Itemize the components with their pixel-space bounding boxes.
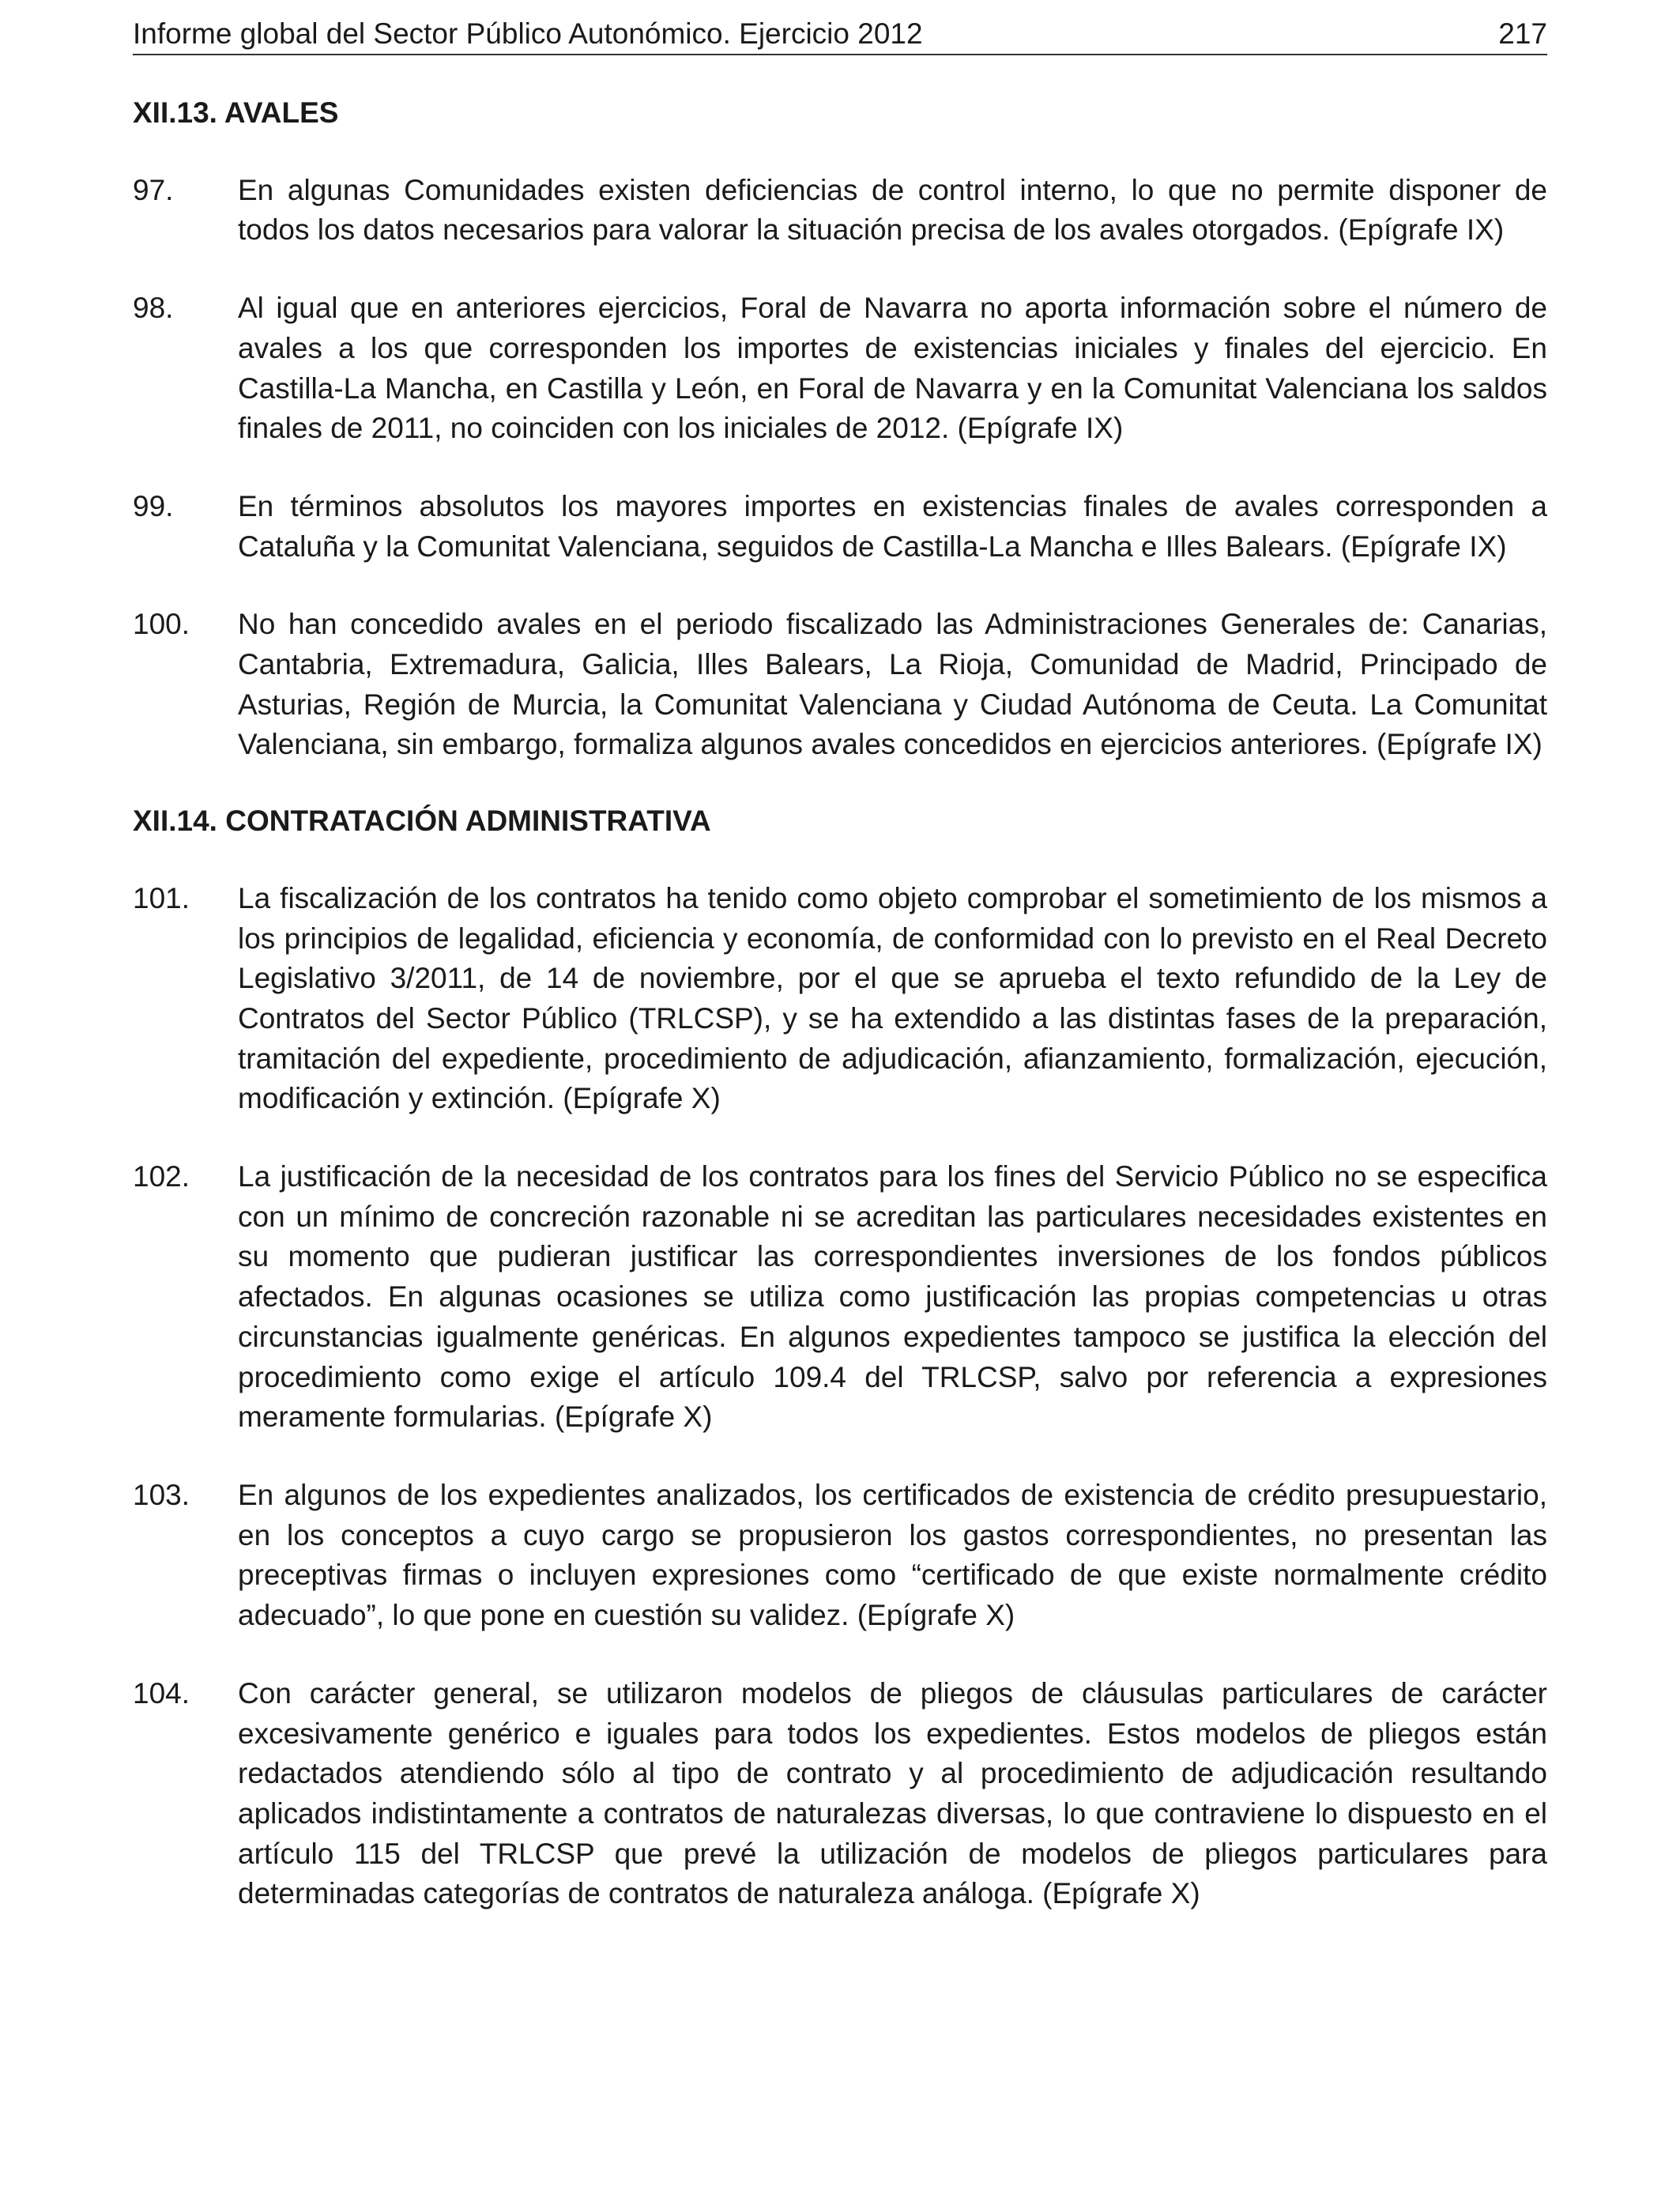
paragraph-number: 103. (133, 1478, 190, 1511)
paragraph-number: 100. (133, 608, 190, 641)
paragraph-number: 97. (133, 173, 174, 206)
paragraph-text: Al igual que en anteriores ejercicios, Foral de Navarra no aporta información sobre el número de avales a los que corresponden los importes de existencias iniciales y finales del ejercicio. En Castilla-La Mancha, en Castilla y León, en Foral de Navarra y en la Comunitat Valenciana los saldos finales de 2011, no coinciden con los iniciales de 2012. (Epígrafe IX) (238, 292, 1547, 445)
paragraph-104 (133, 1674, 1547, 1914)
paragraph-text: La fiscalización de los contratos ha tenido como objeto comprobar el sometimiento de los mismos a los principios de legalidad, eficiencia y economía, de conformidad con lo previsto en el Real Decreto Legislativo 3/2011, de 14 de noviembre, por el que se aprueba el texto refundido de la Ley de Contratos del Sector Público (TRLCSP), y se ha extendido a las distintas fases de la preparación, tramitación del expediente, procedimiento de adjudicación, afianzamiento, formalización, ejecución, modificación y extinción. (Epígrafe X) (238, 881, 1547, 1115)
paragraph-97 (133, 171, 1547, 251)
paragraph-99 (133, 487, 1547, 567)
paragraph-101 (133, 879, 1547, 1119)
paragraph-text: No han concedido avales en el periodo fiscalizado las Administraciones Generales de: Canarias, Cantabria, Extremadura, Galicia, Illes Balears, La Rioja, Comunidad de Madrid, Principado de Asturias, Región de Murcia, la Comunitat Valenciana y Ciudad Autónoma de Ceuta. La Comunitat Valenciana, sin embargo, formaliza algunos avales concedidos en ejercicios anteriores. (Epígrafe IX) (238, 608, 1547, 761)
paragraph-number: 101. (133, 881, 190, 914)
paragraph-number: 102. (133, 1160, 190, 1193)
paragraph-text: En algunas Comunidades existen deficiencias de control interno, lo que no permite disponer de todos los datos necesarios para valorar la situación precisa de los avales otorgados. (Epígrafe IX) (238, 173, 1547, 247)
paragraph-number: 104. (133, 1676, 190, 1710)
paragraph-98 (133, 288, 1547, 449)
paragraph-text: En términos absolutos los mayores importes en existencias finales de avales corresponden a Cataluña y la Comunitat Valenciana, seguidos de Castilla-La Mancha e Illes Balears. (Epígrafe IX) (238, 489, 1547, 563)
paragraph-102 (133, 1157, 1547, 1438)
page-number: 217 (1498, 17, 1547, 50)
section-heading-avales: XII.13. AVALES (133, 96, 339, 129)
paragraph-text: La justificación de la necesidad de los contratos para los fines del Servicio Público no se especifica con un mínimo de concreción razonable ni se acreditan las particulares necesidades existentes en su momento que pudieran justificar las correspondientes inversiones de los fondos públicos afectados. En algunas ocasiones se utiliza como justificación las propias competencias u otras circunstancias igualmente genéricas. En algunos expedientes tampoco se justifica la elección del procedimiento como exige el artículo 109.4 del TRLCSP, salvo por referencia a expresiones meramente formularias. (Epígrafe X) (238, 1160, 1547, 1434)
header-title: Informe global del Sector Público Autonómico. Ejercicio 2012 (133, 17, 923, 50)
paragraph-number: 99. (133, 489, 174, 522)
paragraph-103 (133, 1476, 1547, 1636)
paragraph-text: En algunos de los expedientes analizados, los certificados de existencia de crédito presupuestario, en los conceptos a cuyo cargo se propusieron los gastos correspondientes, no presentan las preceptivas firmas o incluyen expresiones como “certificado de que existe normalmente crédito adecuado”, lo que pone en cuestión su validez. (Epígrafe X) (238, 1478, 1547, 1632)
paragraph-100 (133, 605, 1547, 765)
paragraph-text: Con carácter general, se utilizaron modelos de pliegos de cláusulas particulares de carácter excesivamente genérico e iguales para todos los expedientes. Estos modelos de pliegos están redactados atendiendo sólo al tipo de contrato y al procedimiento de adjudicación resultando aplicados indistintamente a contratos de naturalezas diversas, lo que contraviene lo dispuesto en el artículo 115 del TRLCSP que prevé la utilización de modelos de pliegos particulares para determinadas categorías de contratos de naturaleza análoga. (Epígrafe X) (238, 1676, 1547, 1910)
paragraph-number: 98. (133, 292, 174, 325)
document-body (133, 93, 1547, 1952)
section-heading-contratacion: XII.14. CONTRATACIÓN ADMINISTRATIVA (133, 805, 711, 838)
page-header (133, 11, 1547, 55)
